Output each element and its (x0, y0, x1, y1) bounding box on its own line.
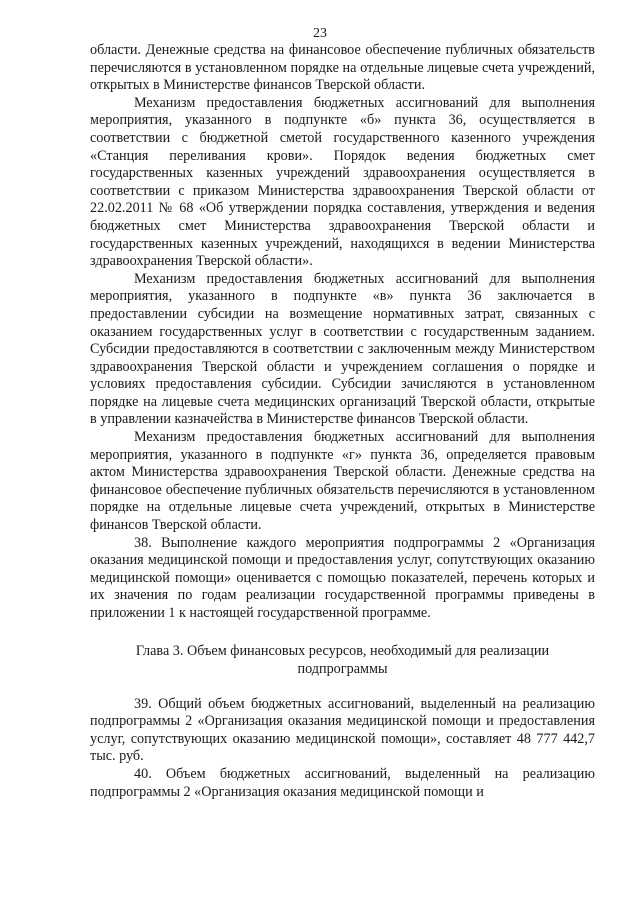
paragraph-40: 40. Объем бюджетных ассигнований, выделенный на реализацию подпрограммы 2 «Организация оказания медицинской помощи и (90, 765, 595, 800)
document-body (90, 42, 595, 801)
paragraph-continuation: области. Денежные средства на финансовое обеспечение публичных обязательств перечисляются в установленном порядке на отдельные лицевые счета учреждений, открытых в Министерстве финансов Тверской области. (90, 42, 595, 94)
chapter-heading-line2: подпрограммы (297, 660, 388, 677)
paragraph-mechanism-v: Механизм предоставления бюджетных ассигнований для выполнения мероприятия, указанного в подпункте «в» пункта 36 заключается в предоставлении субсидии на возмещение нормативных затрат, связанных с оказанием государственных услуг в соответствии с государственным заданием. Субсидии предоставляются в соответствии с заключенным между Министерством здравоохранения Тверской области и учреждением соглашения о порядке и условиях предоставления субсидии. Субсидии зачисляются в установленном порядке на лицевые счета медицинских организаций Тверской области, открытые в управлении казначейства в Министерстве финансов Тверской области. (90, 270, 595, 428)
paragraph-38: 38. Выполнение каждого мероприятия подпрограммы 2 «Организация оказания медицинской помощи и предоставления услуг, сопутствующих оказанию медицинской помощи» оценивается с помощью показателей, перечень которых и их значения по годам реализации государственной программы приведены в приложении 1 к настоящей государственной программе. (90, 534, 595, 621)
paragraph-mechanism-b: Механизм предоставления бюджетных ассигнований для выполнения мероприятия, указанного в подпункте «б» пункта 36, осуществляется в соответствии с бюджетной сметой государственного казенного учреждения «Станция переливания крови». Порядок ведения бюджетных смет государственных казенных учреждений здравоохранения осуществляется в соответствии с приказом Министерства здравоохранения Тверской области от 22.02.2011 № 68 «Об утверждении порядка составления, утверждения и ведения бюджетных смет Министерства здравоохранения Тверской области и государственных казенных учреждений, находящихся в ведении Министерства здравоохранения Тверской области». (90, 94, 595, 270)
chapter-heading-line1: Глава 3. Объем финансовых ресурсов, необходимый для реализации (135, 642, 550, 659)
paragraph-39: 39. Общий объем бюджетных ассигнований, выделенный на реализацию подпрограммы 2 «Организация оказания медицинской помощи и предоставления услуг, сопутствующих оказанию медицинской помощи», составляет 48 777 442,7 тыс. руб. (90, 695, 595, 765)
heading-spacer (90, 678, 595, 696)
paragraph-mechanism-g: Механизм предоставления бюджетных ассигнований для выполнения мероприятия, указанного в подпункте «г» пункта 36, определяется правовым актом Министерства здравоохранения Тверской области. Денежные средства на финансовое обеспечение публичных обязательств перечисляются в установленном порядке на отдельные лицевые счета учреждений, открытых в Министерстве финансов Тверской области. (90, 429, 595, 534)
page-number: 23 (313, 26, 327, 41)
